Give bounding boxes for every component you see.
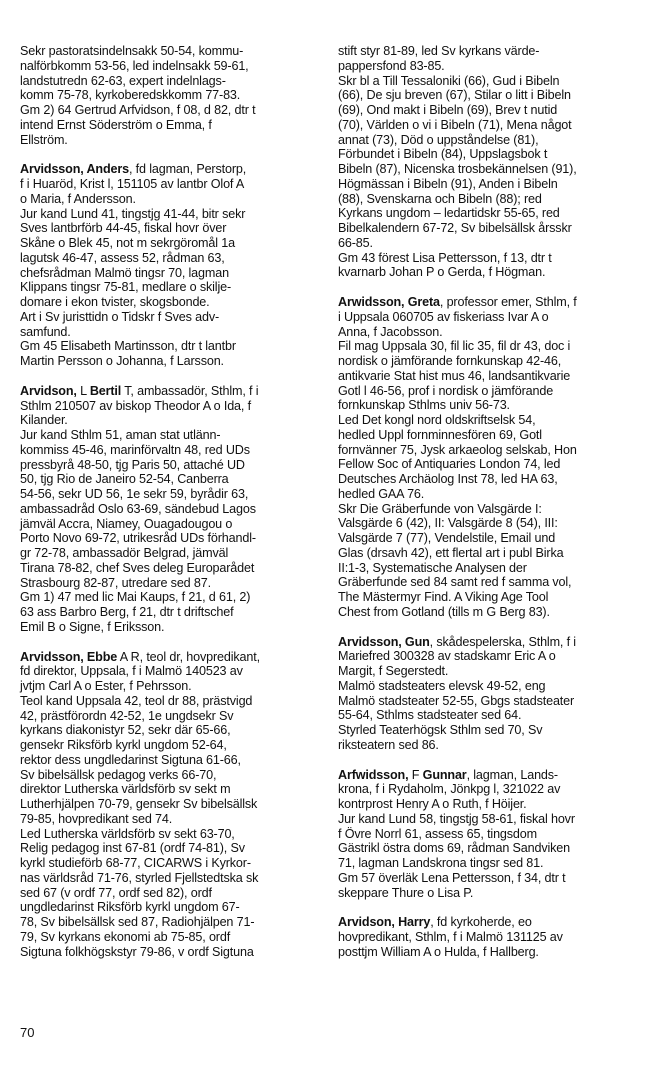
entry-text: Art i Sv juristtidn o Tidskr f Sves adv- <box>20 309 220 324</box>
entry-text: The Mästermyr Find. A Viking Age Tool <box>338 590 549 604</box>
entry-text: lagutsk 46-47, assess 52, rådman 63, <box>20 250 225 265</box>
entry-text: , professor emer, Sthlm, f <box>439 295 577 309</box>
entry-text: 42, prästförordn 42-52, 1e ungdsekr Sv <box>20 708 234 723</box>
entry-name: Arfwidsson, <box>338 767 409 782</box>
entry-text: Strasbourg 82-87, utredare sed 87. <box>20 575 211 590</box>
entry-line <box>338 103 636 118</box>
entry-line <box>20 458 318 473</box>
entry-text: hedled Uppl fornminnesfören 69, Gotl <box>338 427 542 442</box>
entry-text: fd direktor, Uppsala, f i Malmö 140523 av <box>20 664 243 679</box>
entry-line <box>20 280 318 295</box>
entry-line <box>20 251 318 266</box>
entry-line <box>20 103 318 118</box>
entry-text: L <box>76 383 90 398</box>
entry-line <box>20 561 318 576</box>
entry-text: komm 75-78, kyrkoberedskkomm 77-83. <box>20 88 241 103</box>
entry-text: , skådespelerska, Sthlm, f i <box>429 634 576 649</box>
entry-line <box>338 561 636 576</box>
entry-line <box>20 44 318 59</box>
entry-text: skeppare Thure o Lisa P. <box>338 885 474 900</box>
entry-line <box>338 590 636 605</box>
entry-line <box>20 576 318 591</box>
entry-text: fornvänner 75, Jysk arkaeolog selskab, Hon <box>338 442 577 457</box>
entry-line <box>20 118 318 133</box>
entry-line <box>338 88 636 103</box>
entry-line <box>338 384 636 399</box>
entry-line <box>20 679 318 694</box>
entry-text: Sv bibelsällsk pedagog verks 66-70, <box>20 767 217 782</box>
entry-text: Jur kand Lund 41, tingstjg 41-44, bitr sekr <box>20 206 246 221</box>
entry-line <box>338 487 636 502</box>
entry-text: nordisk o jämförande fornkunskap 42-46, <box>338 354 562 368</box>
entry-text: samfund. <box>20 324 71 339</box>
entry-line <box>20 74 318 89</box>
entry-text: nas världsråd 71-76, styrled Fjellstedtska sk <box>20 870 259 885</box>
entry-text: Jur kand Sthlm 51, aman stat utlänn- <box>20 428 221 442</box>
entry-text: (88), Svenskarna och Bibeln (88); red <box>338 191 542 206</box>
entry-text: Gotl l 46-56, prof i nordisk o jämförande <box>338 383 554 398</box>
entry-text: landstutredn 62-63, expert indelnlags- <box>20 73 226 88</box>
entry-text: Sthlm 210507 av biskop Theodor A o Ida, f <box>20 398 251 413</box>
entry-text: jvtjm Carl A o Ester, f Pehrsson. <box>20 679 192 693</box>
entry-text: Anna, f Jacobsson. <box>338 324 443 339</box>
entry-line <box>338 664 636 679</box>
entry-line <box>20 915 318 930</box>
entry-text: Skr bl a Till Tessaloniki (66), Gud i Bibeln <box>338 73 560 88</box>
entry-name: Arwidsson, Greta <box>338 295 440 309</box>
entry-line <box>20 221 318 236</box>
entry-line <box>338 635 636 650</box>
entry-line <box>20 266 318 281</box>
entry-line <box>338 354 636 369</box>
entry-line <box>338 797 636 812</box>
entry-line <box>20 782 318 797</box>
entry-line <box>338 398 636 413</box>
entry-text: Styrled Teaterhögsk Sthlm sed 70, Sv <box>338 723 543 737</box>
entry-text: , fd kyrkoherde, eo <box>430 915 532 930</box>
entry-text: gr 72-78, ambassadör Belgrad, jämväl <box>20 546 229 560</box>
entry-text: Bibeln (87), Nicenska trosbekännelsen (91), <box>338 162 577 176</box>
entry-line <box>20 59 318 74</box>
entry-line <box>20 502 318 517</box>
entry-line <box>338 531 636 546</box>
entry-line <box>338 192 636 207</box>
entry-text: Margit, f Segerstedt. <box>338 664 449 678</box>
dictionary-entry <box>20 162 318 369</box>
entry-text: Sekr pastoratsindelnsakk 50-54, kommu- <box>20 44 244 58</box>
entry-name: Arvidson, <box>20 383 77 398</box>
entry-text: Gm 43 förest Lisa Pettersson, f 13, dtr t <box>338 250 552 265</box>
entry-text: (66), De sju breven (67), Stilar o litt i Bibeln <box>338 88 571 103</box>
entry-line <box>338 118 636 133</box>
entry-line <box>338 428 636 443</box>
entry-text: ambassadråd Oslo 63-69, sändebud Lagos <box>20 501 256 516</box>
entry-line <box>20 384 318 399</box>
entry-text: 79, Sv kyrkans ekonomi ab 75-85, ordf <box>20 929 231 944</box>
entry-text: Teol kand Uppsala 42, teol dr 88, prästvigd <box>20 693 253 708</box>
entry-line <box>338 502 636 517</box>
entry-line <box>338 768 636 783</box>
entry-line <box>20 812 318 827</box>
entry-text: Sigtuna folkhögskstyr 79-86, v ordf Sigtuna <box>20 944 254 959</box>
entry-line <box>338 708 636 723</box>
entry-line <box>20 207 318 222</box>
entry-line <box>20 413 318 428</box>
entry-line <box>20 738 318 753</box>
entry-line <box>338 472 636 487</box>
entry-text: ungdledarinst Riksförb kyrkl ungdom 67- <box>20 900 240 915</box>
entry-line <box>20 487 318 502</box>
entry-line <box>20 930 318 945</box>
entry-line <box>338 236 636 251</box>
entry-line <box>20 443 318 458</box>
entry-text: Relig pedagog inst 67-81 (ordf 74-81), Sv <box>20 841 245 856</box>
entry-line <box>338 443 636 458</box>
entry-line <box>20 325 318 340</box>
entry-line <box>20 768 318 783</box>
entry-text: Led Lutherska världsförb sv sekt 63-70, <box>20 826 235 841</box>
entry-line <box>20 295 318 310</box>
entry-text: Jur kand Lund 58, tingstjg 58-61, fiskal hovr <box>338 811 575 826</box>
entry-text: Gästrikl östra doms 69, rådman Sandviken <box>338 841 570 856</box>
entry-text: Skåne o Blek 45, not m sekrgöromål 1a <box>20 236 235 250</box>
entry-text: Kilander. <box>20 413 68 428</box>
entry-line <box>20 753 318 768</box>
entry-text: T, ambassadör, Sthlm, f i <box>121 383 259 398</box>
entry-text: gensekr Riksförb kyrkl ungdom 52-64, <box>20 738 227 752</box>
entry-line <box>338 723 636 738</box>
entry-text: Tirana 78-82, chef Sves deleg Europarådet <box>20 560 255 575</box>
entry-line <box>338 886 636 901</box>
entry-text: krona, f i Rydaholm, Jönkpg l, 321022 av <box>338 782 561 797</box>
entry-line <box>20 192 318 207</box>
entry-text: Gm 2) 64 Gertrud Arfvidson, f 08, d 82, dtr t <box>20 103 256 117</box>
entry-text: posttjm William A o Hulda, f Hallberg. <box>338 944 539 959</box>
entry-name: Arvidsson, Gun <box>338 634 430 649</box>
entry-line <box>20 546 318 561</box>
entry-text: 63 ass Barbro Berg, f 21, dtr t driftschef <box>20 605 234 619</box>
entry-text: Fellow Soc of Antiquaries London 74, led <box>338 457 561 472</box>
entry-text: 71, lagman Landskrona tingsr sed 81. <box>338 856 544 870</box>
entry-line <box>338 339 636 354</box>
entry-line <box>20 517 318 532</box>
entry-line <box>20 472 318 487</box>
entry-line <box>20 723 318 738</box>
entry-line <box>338 147 636 162</box>
entry-name: Arvidsson, Anders <box>20 162 129 177</box>
entry-line <box>338 44 636 59</box>
page-number: 70 <box>20 1025 35 1040</box>
entry-text: domare i ekon tvister, skogsbonde. <box>20 295 210 309</box>
entry-text: sed 67 (v ordf 77, ordf sed 82), ordf <box>20 885 212 900</box>
entry-line <box>338 605 636 620</box>
entry-text: Klippans tingsr 75-81, medlare o skilje- <box>20 280 231 295</box>
entry-line <box>338 546 636 561</box>
entry-text: (70), Världen o vi i Bibeln (71), Mena något <box>338 117 572 132</box>
entry-text: pressbyrå 48-50, tjg Paris 50, attaché UD <box>20 457 245 472</box>
entry-text: Emil B o Signe, f Eriksson. <box>20 619 165 634</box>
entry-line <box>20 664 318 679</box>
entry-text: kontrprost Henry A o Ruth, f Höijer. <box>338 797 527 811</box>
entry-text: direktor Lutherska världsförb sv sekt m <box>20 782 231 797</box>
entry-line <box>20 797 318 812</box>
entry-line <box>338 915 636 930</box>
entry-text: Martin Persson o Johanna, f Larsson. <box>20 354 224 368</box>
entry-line <box>20 399 318 414</box>
entry-line <box>338 575 636 590</box>
entry-line <box>338 325 636 340</box>
entry-text: rektor dess ungdledarinst Sigtuna 61-66, <box>20 752 241 767</box>
entry-text: nalförbkomm 53-56, led indelnsakk 59-61, <box>20 58 249 73</box>
entry-line <box>338 177 636 192</box>
entry-text: 50, tjg Rio de Janeiro 52-54, Canberra <box>20 472 229 487</box>
dictionary-entry <box>20 44 318 147</box>
entry-text: , lagman, Lands- <box>466 767 558 782</box>
entry-text: 55-64, Sthlms stadsteater sed 64. <box>338 708 522 723</box>
entry-line <box>20 945 318 960</box>
entry-line <box>20 827 318 842</box>
entry-text: Ellström. <box>20 132 68 147</box>
entry-line <box>20 709 318 724</box>
entry-text: jämväl Accra, Niamey, Ouagadougou o <box>20 516 233 531</box>
entry-text: Gm 57 överläk Lena Pettersson, f 34, dtr t <box>338 870 566 885</box>
dictionary-entry <box>338 768 636 901</box>
entry-name: Arvidson, Harry <box>338 915 431 930</box>
entry-text: F <box>408 767 423 782</box>
entry-text: o Maria, f Andersson. <box>20 191 136 206</box>
entry-name: Gunnar <box>422 767 467 782</box>
entry-line <box>338 649 636 664</box>
entry-text: Porto Novo 69-72, utrikesråd UDs förhandl- <box>20 531 256 546</box>
entry-text: stift styr 81-89, led Sv kyrkans värde- <box>338 44 540 58</box>
entry-text: Glas (drsavh 42), ett flertal art i publ Birka <box>338 545 564 560</box>
entry-text: 54-56, sekr UD 56, 1e sekr 59, byrådir 63, <box>20 487 249 501</box>
entry-text: kyrkl studieförb 68-77, CICARWS i Kyrkor- <box>20 856 251 870</box>
entry-text: Skr Die Gräberfunde von Valsgärde I: <box>338 501 542 516</box>
dictionary-entry <box>338 44 636 280</box>
entry-line <box>338 206 636 221</box>
entry-text: Malmö stadsteaters elevsk 49-52, eng <box>338 678 546 693</box>
entry-line <box>338 59 636 74</box>
entry-name: Arvidsson, Ebbe <box>20 649 118 664</box>
entry-line <box>338 812 636 827</box>
entry-text: fornkunskap Sthlms univ 56-73. <box>338 398 510 413</box>
entry-text: kommiss 45-46, marinförvaltn 48, red UDs <box>20 442 250 457</box>
entry-line <box>20 354 318 369</box>
entry-line <box>338 457 636 472</box>
entry-text: Mariefred 300328 av stadskamr Eric A o <box>338 649 556 664</box>
entry-text: hedled GAA 76. <box>338 486 425 501</box>
entry-text: hovpredikant, Sthlm, f i Malmö 131125 av <box>338 930 563 944</box>
entry-text: Deutsches Archäolog Inst 78, led HA 63, <box>338 472 558 486</box>
entry-text: Bibelkalendern 67-72, Sv bibelsällsk årsskr <box>338 221 572 235</box>
entry-text: Fil mag Uppsala 30, fil lic 35, fil dr 43, doc i <box>338 339 571 354</box>
entry-line <box>338 133 636 148</box>
entry-text: antikvarie Stat hist mus 46, landsantikvarie <box>338 368 571 383</box>
entry-line <box>20 694 318 709</box>
entry-text: 79-85, hovpredikant sed 74. <box>20 811 173 826</box>
entry-text: Valsgärde 6 (42), II: Valsgärde 8 (54), III: <box>338 516 558 531</box>
entry-line <box>20 871 318 886</box>
entry-text: 66-85. <box>338 235 373 250</box>
entry-line <box>338 221 636 236</box>
entry-text: Gräberfunde sed 84 samt red f samma vol, <box>338 575 572 590</box>
entry-line <box>338 516 636 531</box>
entry-line <box>20 236 318 251</box>
entry-text: Chest from Gotland (tills m G Berg 83). <box>338 604 550 619</box>
entry-text: kvarnarb Johan P o Gerda, f Högman. <box>338 265 546 280</box>
entry-line <box>338 74 636 89</box>
entry-line <box>338 930 636 945</box>
entry-text: , fd lagman, Perstorp, <box>128 162 247 177</box>
entry-line <box>20 650 318 665</box>
entry-text: i Uppsala 060705 av fiskeriass Ivar A o <box>338 309 549 324</box>
entry-line <box>20 856 318 871</box>
entry-text: pappersfond 83-85. <box>338 58 445 73</box>
entry-text: annat (73), Död o uppståndelse (81), <box>338 132 539 147</box>
left-column <box>20 44 318 974</box>
entry-line <box>20 428 318 443</box>
entry-text: riksteatern sed 86. <box>338 737 439 752</box>
entry-line <box>20 310 318 325</box>
entry-line <box>20 900 318 915</box>
dictionary-entry <box>338 915 636 959</box>
entry-line <box>338 295 636 310</box>
entry-text: Gm 1) 47 med lic Mai Kaups, f 21, d 61, 2) <box>20 590 251 605</box>
entry-line <box>338 162 636 177</box>
entry-line <box>338 694 636 709</box>
dictionary-entry <box>338 295 636 620</box>
right-column <box>338 44 636 975</box>
dictionary-entry <box>20 650 318 960</box>
entry-line <box>338 827 636 842</box>
entry-text: Valsgärde 7 (77), Vendelstile, Email und <box>338 531 556 545</box>
entry-line <box>20 177 318 192</box>
entry-text: Sves lantbrförb 44-45, fiskal hovr över <box>20 221 227 236</box>
entry-line <box>20 605 318 620</box>
entry-line <box>338 871 636 886</box>
entry-line <box>20 133 318 148</box>
entry-line <box>20 162 318 177</box>
entry-text: (69), Ond makt i Bibeln (69), Brev t nutid <box>338 103 558 117</box>
entry-text: Gm 45 Elisabeth Martinsson, dtr t lantbr <box>20 339 236 354</box>
entry-name: Bertil <box>89 383 122 398</box>
entry-text: f i Huaröd, Krist l, 151105 av lantbr Olof A <box>20 177 245 191</box>
entry-line <box>338 945 636 960</box>
entry-line <box>20 886 318 901</box>
entry-text: Led Det kongl nord oldskriftselsk 54, <box>338 413 536 427</box>
entry-line <box>338 310 636 325</box>
entry-text: Lutherhjälpen 70-79, gensekr Sv bibelsällsk <box>20 797 258 811</box>
entry-line <box>20 841 318 856</box>
entry-line <box>338 265 636 280</box>
entry-text: Förbundet i Bibeln (84), Uppslagsbok t <box>338 147 548 162</box>
entry-text: 78, Sv bibelsällsk sed 87, Radiohjälpen 71- <box>20 915 255 929</box>
entry-line <box>20 590 318 605</box>
entry-text: Kyrkans ungdom – ledartidskr 55-65, red <box>338 206 560 221</box>
entry-line <box>338 369 636 384</box>
entry-line <box>338 841 636 856</box>
entry-text: intend Ernst Söderström o Emma, f <box>20 117 212 132</box>
dictionary-entry <box>20 384 318 635</box>
entry-line <box>20 339 318 354</box>
entry-text: kyrkans diakonistyr 52, sekr där 65-66, <box>20 723 231 738</box>
entry-line <box>338 856 636 871</box>
entry-text: chefsrådman Malmö tingsr 70, lagman <box>20 265 229 280</box>
entry-line <box>338 679 636 694</box>
entry-line <box>338 251 636 266</box>
entry-line <box>20 620 318 635</box>
entry-text: Högmässan i Bibeln (91), Anden i Bibeln <box>338 176 558 191</box>
entry-line <box>338 413 636 428</box>
entry-text: Malmö stadsteater 52-55, Gbgs stadsteater <box>338 693 575 708</box>
entry-text: II:1-3, Systematische Analysen der <box>338 560 527 575</box>
entry-line <box>20 531 318 546</box>
entry-text: f Övre Norrl 61, assess 65, tingsdom <box>338 826 537 841</box>
entry-line <box>338 738 636 753</box>
entry-line <box>20 88 318 103</box>
entry-text: A R, teol dr, hovpredikant, <box>117 649 260 664</box>
dictionary-entry <box>338 635 636 753</box>
entry-line <box>338 782 636 797</box>
